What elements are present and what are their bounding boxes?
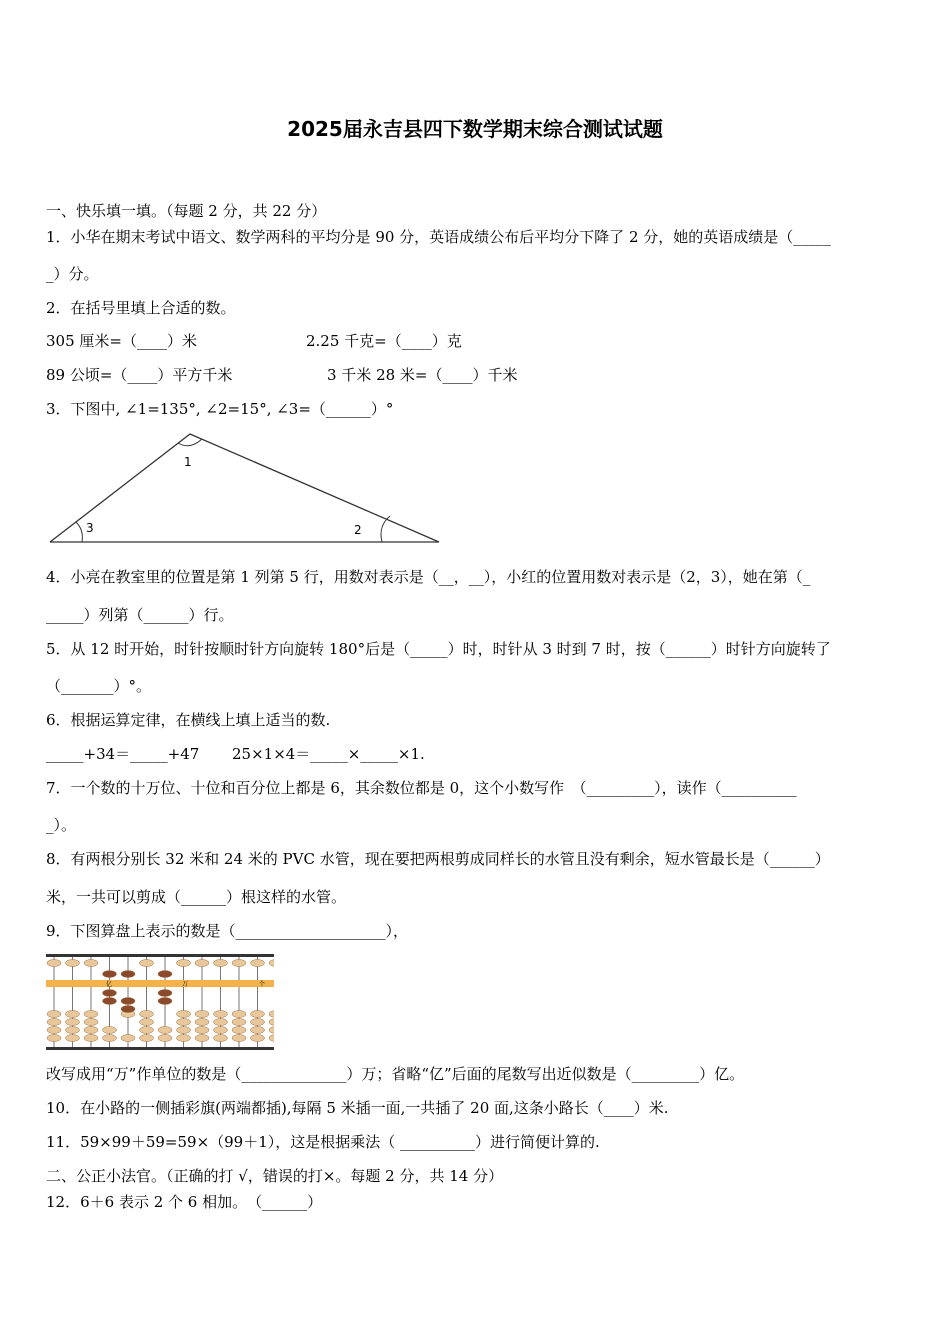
abacus-lower-bead xyxy=(214,1011,228,1018)
abacus-lower-bead xyxy=(66,1035,80,1042)
question-5-line-2: （_______）°。 xyxy=(46,677,152,695)
abacus-lower-bead xyxy=(251,1027,265,1034)
abacus-lower-bead xyxy=(214,1027,228,1034)
abacus-lower-bead xyxy=(66,1027,80,1034)
section-2-heading: 二、公正小法官。（正确的打 √，错误的打×。每题 2 分，共 14 分） xyxy=(46,1167,504,1185)
abacus-beam xyxy=(46,980,274,987)
triangle-figure xyxy=(44,430,444,548)
abacus-lower-bead xyxy=(84,1035,98,1042)
abacus-upper-bead xyxy=(177,960,191,967)
abacus-upper-bead xyxy=(158,971,172,978)
abacus-lower-bead xyxy=(214,1035,228,1042)
question-12: 12．6＋6 表示 2 个 6 相加。 （______） xyxy=(46,1193,323,1211)
section-1-heading: 一、快乐填一填。（每题 2 分，共 22 分） xyxy=(46,202,327,220)
abacus-lower-bead xyxy=(103,1027,117,1034)
abacus-lower-bead xyxy=(177,1027,191,1034)
abacus-upper-bead xyxy=(140,960,154,967)
abacus-lower-bead xyxy=(214,1019,228,1026)
question-6-stem: 6．根据运算定律，在横线上填上适当的数. xyxy=(46,711,331,729)
abacus-upper-bead xyxy=(251,960,265,967)
abacus-lower-bead xyxy=(103,1035,117,1042)
abacus-lower-bead xyxy=(195,1019,209,1026)
abacus-lower-bead xyxy=(140,1019,154,1026)
abacus-lower-bead xyxy=(121,1006,135,1013)
abacus-lower-bead xyxy=(103,990,117,997)
question-6-item-b: 25×1×4＝_____×_____×1. xyxy=(232,745,425,763)
question-3-stem: 3．下图中, ∠1=135°, ∠2=15°, ∠3=（______）° xyxy=(46,400,394,418)
abacus-lower-bead xyxy=(47,1019,61,1026)
abacus-upper-bead xyxy=(214,960,228,967)
question-2-stem: 2．在括号里填上合适的数。 xyxy=(46,299,236,317)
question-2-item-b: 2.25 千克=（____）克 xyxy=(306,332,462,350)
abacus-lower-bead xyxy=(47,1011,61,1018)
abacus-lower-bead xyxy=(177,1019,191,1026)
question-4-line-1: 4．小亮在教室里的位置是第 1 列第 5 行，用数对表示是（__，__），小红的位置用数对表示是（2，3），她在第（_ xyxy=(46,568,811,586)
abacus-upper-bead xyxy=(47,960,61,967)
question-9-stem: 9．下图算盘上表示的数是（____________________）， xyxy=(46,922,409,940)
abacus-upper-bead xyxy=(103,971,117,978)
abacus-lower-bead xyxy=(140,1027,154,1034)
abacus-lower-bead xyxy=(140,1011,154,1018)
abacus-lower-bead xyxy=(66,1011,80,1018)
abacus-lower-bead xyxy=(84,1019,98,1026)
question-1-line-2: _）分。 xyxy=(46,265,99,283)
angle-1-label: 1 xyxy=(184,455,192,469)
abacus-lower-bead xyxy=(47,1035,61,1042)
abacus-label-yi: 亿 xyxy=(106,981,113,988)
question-5-line-1: 5．从 12 时开始，时针按顺时针方向旋转 180°后是（_____）时，时针从 3 时到 7 时，按（______）时针方向旋转了 xyxy=(46,640,831,658)
question-8-line-2: 米，一共可以剪成（______）根这样的水管。 xyxy=(46,888,347,906)
question-11: 11．59×99＋59=59×（99＋1），这是根据乘法（ __________）进行简便计算的. xyxy=(46,1133,600,1151)
question-7-line-1: 7．一个数的十万位、十位和百分位上都是 6，其余数位都是 0，这个小数写作 （_________），读作（__________ xyxy=(46,779,797,797)
abacus-lower-bead xyxy=(47,1027,61,1034)
abacus-lower-bead xyxy=(195,1035,209,1042)
abacus-lower-bead xyxy=(84,1011,98,1018)
abacus-lower-bead xyxy=(158,990,172,997)
abacus-lower-bead xyxy=(103,998,117,1005)
abacus-label-ge: 个 xyxy=(259,981,266,988)
abacus-lower-bead xyxy=(140,1035,154,1042)
question-2-item-c: 89 公顷=（____）平方千米 xyxy=(46,366,233,384)
question-7-line-2: _）。 xyxy=(46,816,77,834)
abacus-lower-bead xyxy=(84,1027,98,1034)
page-title: 2025届永吉县四下数学期末综合测试试题 xyxy=(287,117,663,141)
abacus-lower-bead xyxy=(251,1019,265,1026)
question-4-line-2: _____）列第（______）行。 xyxy=(46,606,234,624)
question-1-line-1: 1．小华在期末考试中语文、数学两科的平均分是 90 分，英语成绩公布后平均分下降了 2 分，她的英语成绩是（_____ xyxy=(46,228,831,246)
abacus-upper-bead xyxy=(232,960,246,967)
abacus-lower-bead xyxy=(195,1027,209,1034)
question-8-line-1: 8．有两根分别长 32 米和 24 米的 PVC 水管，现在要把两根剪成同样长的水管且没有剩余，短水管最长是（______） xyxy=(46,850,830,868)
abacus-upper-bead xyxy=(121,971,135,978)
abacus-lower-bead xyxy=(158,1027,172,1034)
question-6-item-a: _____+34＝_____+47 xyxy=(46,745,200,763)
abacus-lower-bead xyxy=(232,1027,246,1034)
angle-3-label: 3 xyxy=(86,521,94,535)
abacus-upper-bead xyxy=(195,960,209,967)
abacus-lower-bead xyxy=(158,1035,172,1042)
abacus-lower-bead xyxy=(121,998,135,1005)
abacus-lower-bead xyxy=(195,1011,209,1018)
abacus-lower-bead xyxy=(66,1019,80,1026)
triangle-outline xyxy=(50,434,439,542)
angle-3-arc xyxy=(76,522,82,542)
abacus-lower-bead xyxy=(177,1035,191,1042)
question-10: 10．在小路的一侧插彩旗(两端都插),每隔 5 米插一面,一共插了 20 面,这条小路长（____）米. xyxy=(46,1099,669,1117)
question-2-item-d: 3 千米 28 米=（____）千米 xyxy=(327,366,518,384)
angle-2-label: 2 xyxy=(354,523,362,537)
abacus-lower-bead xyxy=(232,1011,246,1018)
question-9-line-2: 改写成用“万”作单位的数是（______________）万；省略“亿”后面的尾数写出近似数是（_________）亿。 xyxy=(46,1065,745,1083)
abacus-lower-bead xyxy=(158,998,172,1005)
abacus-lower-bead xyxy=(177,1011,191,1018)
abacus-lower-bead xyxy=(251,1035,265,1042)
question-2-item-a: 305 厘米=（____）米 xyxy=(46,332,197,350)
abacus-label-wan: 万 xyxy=(182,981,189,988)
abacus-bottom-frame xyxy=(46,1047,274,1050)
abacus-lower-bead xyxy=(251,1011,265,1018)
abacus-figure xyxy=(46,952,274,1052)
abacus-lower-bead xyxy=(121,1035,135,1042)
abacus-lower-bead xyxy=(232,1019,246,1026)
abacus-upper-bead xyxy=(84,960,98,967)
abacus-top-frame xyxy=(46,954,274,957)
abacus-lower-bead xyxy=(232,1035,246,1042)
abacus-upper-bead xyxy=(66,960,80,967)
